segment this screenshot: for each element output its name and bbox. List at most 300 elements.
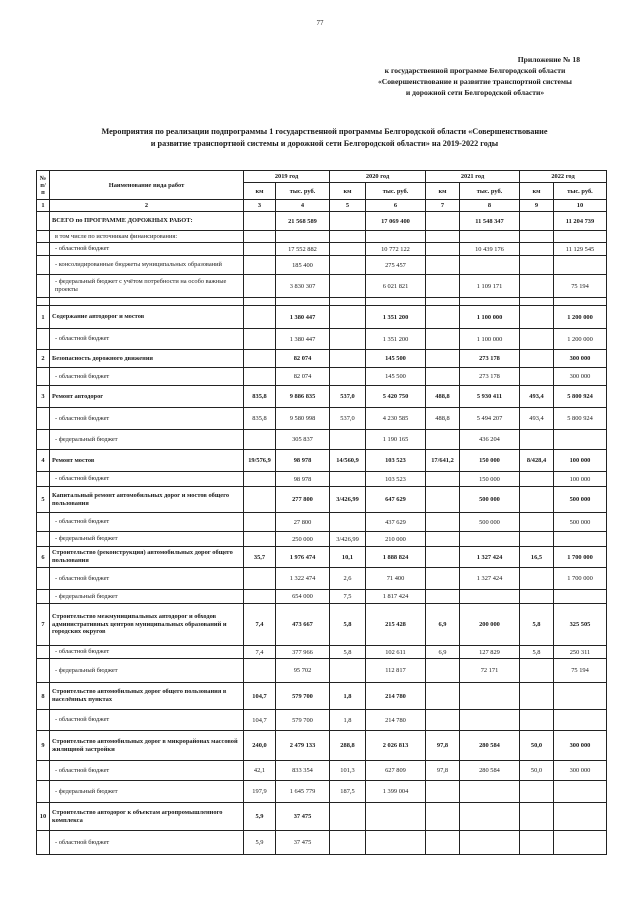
cell-km	[520, 212, 554, 231]
cell-amount	[276, 231, 330, 243]
cell-km	[330, 803, 366, 831]
cell-amount	[460, 532, 520, 547]
cell-km	[520, 487, 554, 513]
header-year: 2020 год	[330, 171, 426, 183]
cell-amount: 300 000	[554, 350, 607, 368]
cell-km	[426, 568, 460, 590]
cell-km: 5,9	[244, 831, 276, 855]
table-row	[37, 683, 607, 710]
cell-amount: 3 830 307	[276, 275, 330, 298]
cell-amount	[366, 298, 426, 306]
row-number: 5	[37, 487, 50, 513]
cell-amount: 500 000	[554, 487, 607, 513]
table-row	[37, 590, 607, 604]
header-year: 2021 год	[426, 171, 520, 183]
row-number	[37, 781, 50, 803]
row-name: Ремонт автодорог	[50, 386, 244, 408]
col-number: 3	[244, 200, 276, 212]
cell-amount: 647 629	[366, 487, 426, 513]
cell-km	[244, 590, 276, 604]
row-name: Строительство автомобильных дорог в микрорайонах массовой жилищной застройки	[50, 731, 244, 761]
row-name: - областной бюджет	[50, 513, 244, 532]
row-name: в том числе по источникам финансирования:	[50, 231, 244, 243]
table-row	[37, 803, 607, 831]
cell-amount: 5 420 750	[366, 386, 426, 408]
row-number: 4	[37, 450, 50, 472]
cell-amount: 305 837	[276, 430, 330, 450]
cell-amount: 1 380 447	[276, 329, 330, 350]
cell-km	[244, 487, 276, 513]
cell-km	[520, 256, 554, 275]
cell-km	[244, 256, 276, 275]
cell-amount: 1 190 165	[366, 430, 426, 450]
cell-km	[520, 831, 554, 855]
cell-km	[330, 472, 366, 487]
cell-amount: 1 976 474	[276, 547, 330, 568]
cell-km: 16,5	[520, 547, 554, 568]
cell-km	[426, 803, 460, 831]
cell-amount: 37 475	[276, 831, 330, 855]
col-number: 1	[37, 200, 50, 212]
header-km: км	[520, 183, 554, 200]
cell-amount: 833 354	[276, 761, 330, 781]
table-row	[37, 547, 607, 568]
cell-km	[520, 430, 554, 450]
cell-amount: 27 800	[276, 513, 330, 532]
cell-amount: 1 700 000	[554, 568, 607, 590]
cell-km	[330, 243, 366, 256]
cell-amount: 98 978	[276, 450, 330, 472]
header-km: км	[330, 183, 366, 200]
row-name: - областной бюджет	[50, 710, 244, 731]
row-name: Капитальный ремонт автомобильных дорог и мостов общего пользования	[50, 487, 244, 513]
table-row	[37, 450, 607, 472]
row-name: - федеральный бюджет	[50, 659, 244, 683]
cell-km	[520, 231, 554, 243]
table-row	[37, 487, 607, 513]
cell-amount: 1 322 474	[276, 568, 330, 590]
cell-km: 3/426,99	[330, 487, 366, 513]
cell-amount: 185 400	[276, 256, 330, 275]
title-line: и развитие транспортной системы и дорожной сети Белгородской области» на 2019-2022 годы	[150, 138, 499, 148]
cell-amount	[366, 803, 426, 831]
cell-amount: 82 074	[276, 350, 330, 368]
cell-amount	[554, 710, 607, 731]
row-number	[37, 329, 50, 350]
row-number: 9	[37, 731, 50, 761]
cell-amount: 200 000	[460, 604, 520, 646]
cell-amount: 437 629	[366, 513, 426, 532]
table-row	[37, 430, 607, 450]
cell-km	[426, 256, 460, 275]
cell-amount: 654 000	[276, 590, 330, 604]
cell-km: 7,4	[244, 646, 276, 659]
cell-amount	[460, 256, 520, 275]
cell-amount	[366, 231, 426, 243]
cell-amount: 500 000	[554, 513, 607, 532]
cell-km	[426, 368, 460, 386]
appendix-line: «Совершенствование и развитие транспортной системы	[378, 77, 572, 86]
table-row	[37, 368, 607, 386]
cell-km: 488,8	[426, 386, 460, 408]
row-number	[37, 472, 50, 487]
row-number: 3	[37, 386, 50, 408]
cell-km: 19/576,9	[244, 450, 276, 472]
appendix-number: Приложение № 18	[517, 55, 580, 64]
cell-km	[244, 329, 276, 350]
cell-km	[244, 298, 276, 306]
cell-amount	[554, 231, 607, 243]
cell-amount: 2 479 133	[276, 731, 330, 761]
cell-amount: 579 700	[276, 683, 330, 710]
header-num: № п/п	[37, 171, 50, 200]
cell-km: 240,0	[244, 731, 276, 761]
cell-km: 101,3	[330, 761, 366, 781]
cell-amount	[554, 831, 607, 855]
cell-km: 1,8	[330, 710, 366, 731]
cell-km	[330, 231, 366, 243]
cell-amount: 102 611	[366, 646, 426, 659]
row-name	[50, 298, 244, 306]
cell-amount	[460, 781, 520, 803]
page-number: 77	[316, 19, 324, 27]
table-row	[37, 513, 607, 532]
cell-amount: 377 966	[276, 646, 330, 659]
cell-km	[330, 298, 366, 306]
cell-km	[244, 368, 276, 386]
cell-km	[520, 243, 554, 256]
cell-km	[244, 243, 276, 256]
header-rub: тыс. руб.	[460, 183, 520, 200]
row-number	[37, 368, 50, 386]
cell-km	[330, 256, 366, 275]
cell-amount: 210 000	[366, 532, 426, 547]
cell-km: 104,7	[244, 683, 276, 710]
cell-km	[520, 568, 554, 590]
row-name: Строительство автомобильных дорог общего пользования в населённых пунктах	[50, 683, 244, 710]
row-name: - областной бюджет	[50, 646, 244, 659]
cell-amount: 473 667	[276, 604, 330, 646]
cell-amount: 1 100 000	[460, 306, 520, 329]
cell-amount: 214 780	[366, 710, 426, 731]
cell-km	[426, 212, 460, 231]
cell-km: 14/560,9	[330, 450, 366, 472]
header-km: км	[244, 183, 276, 200]
cell-amount: 95 702	[276, 659, 330, 683]
table-row	[37, 306, 607, 329]
col-number: 2	[50, 200, 244, 212]
cell-km	[244, 350, 276, 368]
cell-km	[244, 306, 276, 329]
row-name: Безопасность дорожного движения	[50, 350, 244, 368]
cell-km	[330, 350, 366, 368]
table-row	[37, 604, 607, 646]
row-number	[37, 761, 50, 781]
col-number: 9	[520, 200, 554, 212]
row-number	[37, 568, 50, 590]
cell-amount: 1 200 000	[554, 329, 607, 350]
table-row	[37, 472, 607, 487]
cell-km	[426, 659, 460, 683]
header-km: км	[426, 183, 460, 200]
row-number	[37, 212, 50, 231]
cell-amount: 21 568 589	[276, 212, 330, 231]
table-row	[37, 243, 607, 256]
cell-km	[520, 781, 554, 803]
cell-amount: 280 584	[460, 761, 520, 781]
row-name: - консолидированные бюджеты муниципальных образований	[50, 256, 244, 275]
cell-km: 537,0	[330, 408, 366, 430]
cell-amount: 5 494 207	[460, 408, 520, 430]
cell-amount: 214 780	[366, 683, 426, 710]
row-number: 8	[37, 683, 50, 710]
cell-km	[330, 212, 366, 231]
table-row	[37, 710, 607, 731]
cell-km: 35,7	[244, 547, 276, 568]
table-row	[37, 659, 607, 683]
row-number	[37, 646, 50, 659]
cell-km: 97,8	[426, 731, 460, 761]
cell-km: 10,1	[330, 547, 366, 568]
table-row	[37, 275, 607, 298]
cell-km	[520, 275, 554, 298]
cell-amount	[460, 831, 520, 855]
row-number	[37, 275, 50, 298]
cell-amount: 6 021 821	[366, 275, 426, 298]
cell-km	[426, 683, 460, 710]
cell-km: 197,9	[244, 781, 276, 803]
cell-amount: 72 171	[460, 659, 520, 683]
row-number	[37, 710, 50, 731]
cell-km	[426, 487, 460, 513]
cell-amount	[554, 781, 607, 803]
cell-km	[520, 329, 554, 350]
cell-amount: 1 700 000	[554, 547, 607, 568]
table-row	[37, 386, 607, 408]
cell-km	[426, 275, 460, 298]
cell-amount: 579 700	[276, 710, 330, 731]
cell-km	[244, 430, 276, 450]
cell-km: 50,0	[520, 731, 554, 761]
cell-km: 104,7	[244, 710, 276, 731]
measures-table	[36, 170, 607, 855]
cell-amount: 75 194	[554, 275, 607, 298]
cell-amount: 11 129 545	[554, 243, 607, 256]
row-number	[37, 256, 50, 275]
cell-amount: 75 194	[554, 659, 607, 683]
cell-amount: 325 505	[554, 604, 607, 646]
cell-amount: 300 000	[554, 761, 607, 781]
cell-amount: 1 100 000	[460, 329, 520, 350]
cell-km	[426, 298, 460, 306]
cell-km	[520, 683, 554, 710]
cell-km: 488,8	[426, 408, 460, 430]
cell-amount: 100 000	[554, 472, 607, 487]
cell-amount: 1 351 200	[366, 306, 426, 329]
cell-km	[426, 831, 460, 855]
cell-amount: 17 069 400	[366, 212, 426, 231]
cell-km	[244, 472, 276, 487]
cell-amount: 250 311	[554, 646, 607, 659]
cell-amount	[460, 298, 520, 306]
row-number	[37, 243, 50, 256]
cell-amount	[554, 298, 607, 306]
cell-km: 493,4	[520, 408, 554, 430]
cell-km: 493,4	[520, 386, 554, 408]
appendix-line: к государственной программе Белгородской области	[384, 66, 566, 75]
cell-amount: 280 584	[460, 731, 520, 761]
cell-amount: 71 400	[366, 568, 426, 590]
cell-km	[330, 368, 366, 386]
cell-amount: 112 817	[366, 659, 426, 683]
cell-km	[520, 532, 554, 547]
row-name: - областной бюджет	[50, 408, 244, 430]
cell-km: 5,8	[520, 604, 554, 646]
cell-km	[244, 212, 276, 231]
cell-km	[520, 710, 554, 731]
title-line: Мероприятия по реализации подпрограммы 1 государственной программы Белгородской области «Совершенствование	[101, 127, 548, 136]
cell-km	[520, 298, 554, 306]
cell-km	[244, 659, 276, 683]
cell-amount: 1 351 200	[366, 329, 426, 350]
cell-amount: 275 457	[366, 256, 426, 275]
cell-km: 835,8	[244, 408, 276, 430]
row-name: Строительство (реконструкция) автомобильных дорог общего пользования	[50, 547, 244, 568]
cell-amount	[460, 231, 520, 243]
cell-km	[426, 329, 460, 350]
cell-amount: 145 500	[366, 350, 426, 368]
cell-amount	[366, 831, 426, 855]
row-number	[37, 298, 50, 306]
cell-km: 50,0	[520, 761, 554, 781]
cell-km: 835,8	[244, 386, 276, 408]
table-row	[37, 646, 607, 659]
cell-km	[244, 532, 276, 547]
row-number	[37, 831, 50, 855]
cell-amount: 1 399 004	[366, 781, 426, 803]
row-name: - областной бюджет	[50, 568, 244, 590]
row-name: - федеральный бюджет	[50, 781, 244, 803]
cell-km	[426, 430, 460, 450]
cell-amount	[554, 532, 607, 547]
cell-km	[330, 329, 366, 350]
cell-km	[426, 513, 460, 532]
appendix-line: и дорожной сети Белгородской области»	[405, 88, 545, 97]
cell-amount: 1 200 000	[554, 306, 607, 329]
cell-km: 3/426,99	[330, 532, 366, 547]
cell-amount: 1 109 171	[460, 275, 520, 298]
cell-amount: 82 074	[276, 368, 330, 386]
row-name: - федеральный бюджет	[50, 590, 244, 604]
cell-amount: 300 000	[554, 368, 607, 386]
cell-amount: 98 978	[276, 472, 330, 487]
cell-km: 8/428,4	[520, 450, 554, 472]
cell-amount: 103 523	[366, 450, 426, 472]
cell-km	[426, 472, 460, 487]
cell-amount: 627 809	[366, 761, 426, 781]
cell-km	[520, 590, 554, 604]
cell-km	[244, 568, 276, 590]
cell-amount: 103 523	[366, 472, 426, 487]
cell-km	[244, 275, 276, 298]
table-row	[37, 350, 607, 368]
table-row	[37, 329, 607, 350]
row-number	[37, 590, 50, 604]
cell-amount	[554, 803, 607, 831]
cell-km	[426, 532, 460, 547]
cell-km	[520, 368, 554, 386]
cell-amount: 145 500	[366, 368, 426, 386]
cell-km	[426, 547, 460, 568]
cell-amount: 17 552 882	[276, 243, 330, 256]
cell-amount: 273 178	[460, 368, 520, 386]
col-number: 5	[330, 200, 366, 212]
col-number: 7	[426, 200, 460, 212]
cell-amount: 1 645 779	[276, 781, 330, 803]
cell-amount: 1 327 424	[460, 547, 520, 568]
cell-amount: 500 000	[460, 487, 520, 513]
cell-km: 42,1	[244, 761, 276, 781]
row-name: Строительство межмуниципальных автодорог и обходов административных центров муниципальных образований и городских округов	[50, 604, 244, 646]
cell-amount	[554, 430, 607, 450]
cell-amount: 5 930 411	[460, 386, 520, 408]
row-number	[37, 430, 50, 450]
cell-amount	[460, 803, 520, 831]
cell-amount: 436 204	[460, 430, 520, 450]
cell-km	[330, 275, 366, 298]
row-name: - федеральный бюджет с учётом потребности на особо важные проекты	[50, 275, 244, 298]
header-year: 2019 год	[244, 171, 330, 183]
cell-amount: 37 475	[276, 803, 330, 831]
cell-amount: 150 000	[460, 450, 520, 472]
row-number: 7	[37, 604, 50, 646]
header-year: 2022 год	[520, 171, 607, 183]
row-number: 6	[37, 547, 50, 568]
cell-amount: 215 428	[366, 604, 426, 646]
cell-km: 6,9	[426, 604, 460, 646]
col-number: 10	[554, 200, 607, 212]
table-row	[37, 256, 607, 275]
cell-km	[520, 659, 554, 683]
cell-km	[244, 513, 276, 532]
cell-amount: 10 772 122	[366, 243, 426, 256]
cell-amount: 250 000	[276, 532, 330, 547]
table-row	[37, 231, 607, 243]
cell-amount	[554, 256, 607, 275]
row-name: - областной бюджет	[50, 243, 244, 256]
table-row	[37, 212, 607, 231]
cell-km: 5,9	[244, 803, 276, 831]
table-row	[37, 781, 607, 803]
row-number	[37, 231, 50, 243]
col-number: 8	[460, 200, 520, 212]
cell-amount	[460, 590, 520, 604]
cell-km: 97,8	[426, 761, 460, 781]
cell-amount	[460, 710, 520, 731]
cell-km: 7,5	[330, 590, 366, 604]
cell-km: 187,5	[330, 781, 366, 803]
row-name: - областной бюджет	[50, 831, 244, 855]
header-rub: тыс. руб.	[554, 183, 607, 200]
cell-amount: 9 580 998	[276, 408, 330, 430]
cell-amount: 5 800 924	[554, 386, 607, 408]
cell-km	[520, 350, 554, 368]
row-name: - федеральный бюджет	[50, 532, 244, 547]
cell-km	[426, 710, 460, 731]
row-number: 10	[37, 803, 50, 831]
cell-amount: 11 548 347	[460, 212, 520, 231]
cell-km	[520, 306, 554, 329]
